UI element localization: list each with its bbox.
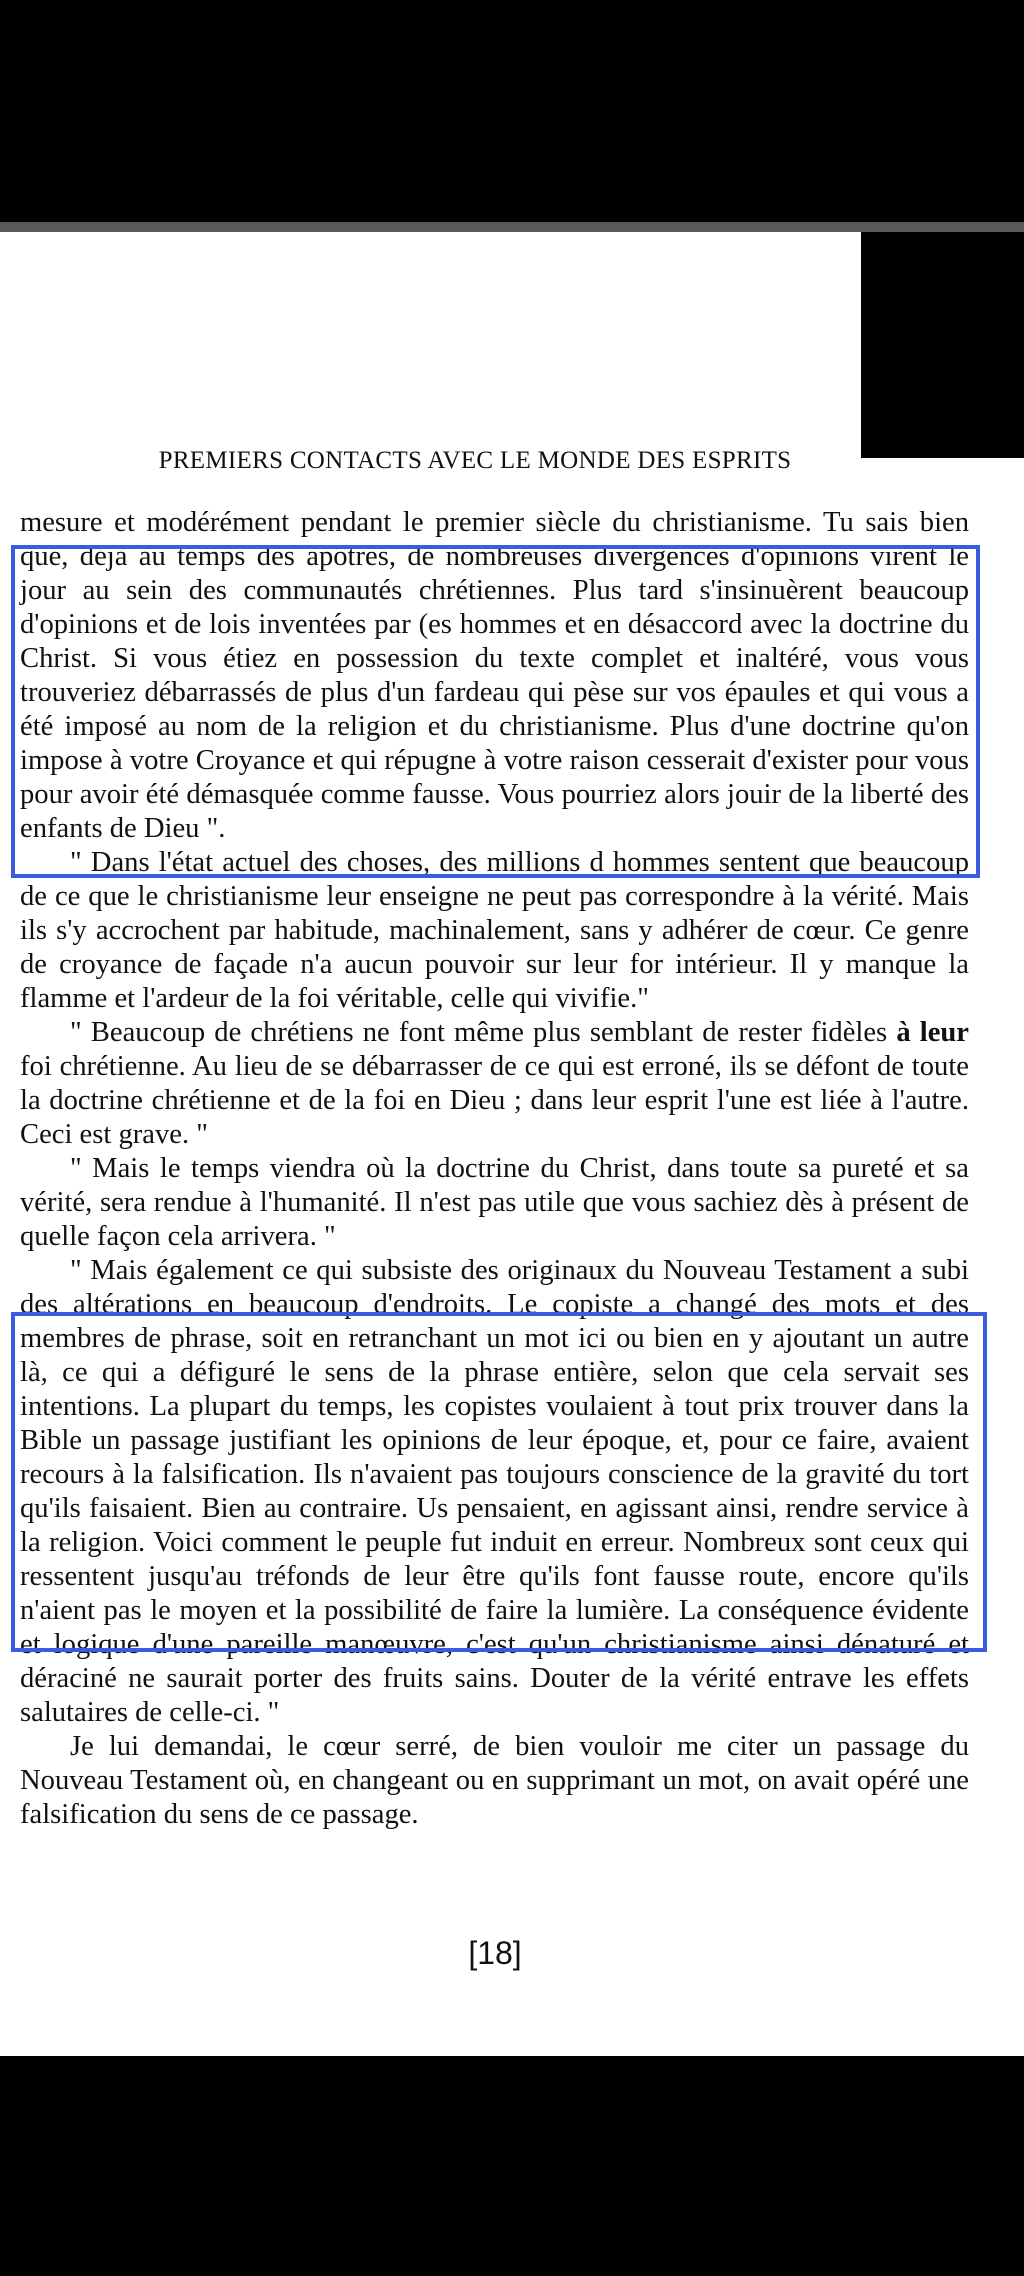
bold-text: à leur <box>896 1017 969 1048</box>
paragraph-text: foi chrétienne. Au lieu de se débarrasser de ce qui est erroné, ils se défont de toute la doctrine chrétienne et de la foi en Dieu ; dans leur esprit l'une est liée à l'autre. Ceci est grave. " <box>20 1051 969 1150</box>
top-black-bar <box>0 0 1024 222</box>
paragraph: " Dans l'état actuel des choses, des millions d hommes sentent que beaucoup de ce que le christianisme leur enseigne ne peut pas correspondre à la vérité. Mais ils s'y accrochent par habitude, machinalement, sans y adhérer de cœur. Ce genre de croyance de façade n'a aucun pouvoir sur leur for intérieur. Il y manque la flamme et l'ardeur de la foi véritable, celle qui vivifie." <box>20 847 969 1014</box>
corner-black-block <box>861 232 1024 458</box>
highlight-box <box>11 1312 987 1652</box>
paragraph: " Mais également ce qui subsiste des originaux du Nouveau Testament a subi des altérations en beaucoup d'endroits. Le copiste a changé des mots et des membres de phrase, soit en retranchant un mot ici ou bien en y ajoutant un autre là, ce qui a défiguré le sens de la phrase entière, selon que cela servait ses intentions. La plupart du temps, les copistes voulaient à tout prix trouver dans la Bible un passage justifiant les opinions de leur époque, et, pour ce faire, avaient recours à la falsification. Ils n'avaient pas toujours conscience de la gravité du tort qu'ils faisaient. Bien au contraire. Us pensaient, en agissant ainsi, rendre service à la religion. Voici comment le peuple fut induit en erreur. Nombreux sont ceux qui ressentent jusqu'au tréfonds de leur être qu'ils font fausse route, encore qu'ils n'aient pas le moyen et la possibilité de faire la lumière. La conséquence évidente et logique d'une pareille manœuvre, c'est qu'un christianisme ainsi dénaturé et déraciné ne saurait porter des fruits sains. Douter de la vérité entrave les effets salutaires de celle-ci. " <box>20 1255 969 1728</box>
paragraph-text: " Beaucoup de chrétiens ne font même plus semblant de rester fidèles <box>70 1017 897 1048</box>
paragraph: Je lui demandai, le cœur serré, de bien vouloir me citer un passage du Nouveau Testament où, en changeant ou en supprimant un mot, on avait opéré une falsification du sens de ce passage. <box>20 1731 969 1830</box>
page-number: [18] <box>468 1935 522 1971</box>
paragraph: mesure et modérément pendant le premier siècle du christianisme. Tu sais bien que, déjà au temps des apôtres, de nombreuses divergences d'opinions virent le jour au sein des communautés chrétiennes. Plus tard s'insinuèrent beaucoup d'opinions et de lois inventées par (es hommes et en désaccord avec la doctrine du Christ. Si vous étiez en possession du texte complet et inaltéré, vous vous trouveriez débarrassés de plus d'un fardeau qui pèse sur vos épaules et qui vous a été imposé au nom de la religion et du christianisme. Plus d'une doctrine qu'on impose à votre Croyance et qui répugne à votre raison cesserait d'exister pour vous pour avoir été démasquée comme fausse. Vous pourriez alors jouir de la liberté des enfants de Dieu ". <box>20 507 969 844</box>
top-gray-strip <box>0 222 1024 232</box>
highlight-box <box>11 545 980 878</box>
paragraph <box>20 1016 969 1152</box>
paragraph: " Mais le temps viendra où la doctrine du Christ, dans toute sa pureté et sa vérité, sera rendue à l'humanité. Il n'est pas utile que vous sachiez dès à présent de quelle façon cela arrivera. " <box>20 1153 969 1252</box>
page-header: PREMIERS CONTACTS AVEC LE MONDE DES ESPRITS <box>158 447 792 474</box>
bottom-black-bar <box>0 2056 1024 2276</box>
